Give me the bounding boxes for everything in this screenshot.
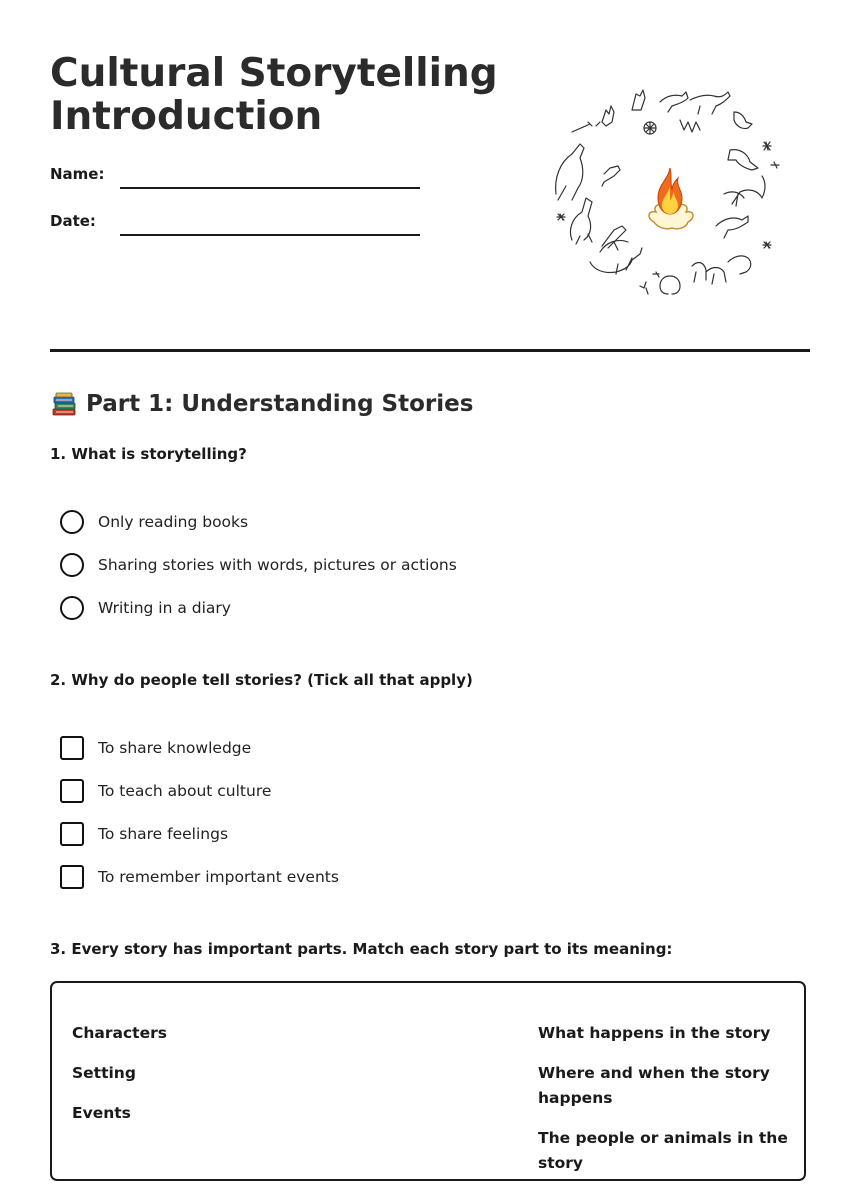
- option-label: Writing in a diary: [98, 599, 231, 617]
- story-part-events[interactable]: Events: [72, 1104, 131, 1122]
- part1-heading: [50, 388, 473, 420]
- option-label: To share feelings: [98, 825, 229, 843]
- meaning-events[interactable]: What happens in the story: [538, 1024, 771, 1042]
- date-field[interactable]: [120, 234, 420, 236]
- date-label: Date:: [50, 212, 96, 230]
- checkbox[interactable]: [60, 822, 84, 846]
- option-label: To remember important events: [98, 868, 339, 886]
- worksheet-title: [50, 52, 520, 138]
- q1-option-3[interactable]: [60, 595, 231, 621]
- radio-button[interactable]: [60, 510, 84, 534]
- question-2: 2. Why do people tell stories? (Tick all that apply): [50, 671, 473, 689]
- question-1: 1. What is storytelling?: [50, 445, 247, 463]
- meaning-setting[interactable]: Where and when the story happens: [538, 1064, 770, 1107]
- q2-option-3[interactable]: [60, 821, 228, 847]
- title-line-2: Introduction: [50, 94, 323, 139]
- checkbox[interactable]: [60, 736, 84, 760]
- name-field[interactable]: [120, 187, 420, 189]
- radio-button[interactable]: [60, 553, 84, 577]
- q2-option-1[interactable]: [60, 735, 251, 761]
- name-label: Name:: [50, 165, 105, 183]
- q2-option-2[interactable]: [60, 778, 271, 804]
- title-line-1: Cultural Storytelling: [50, 51, 498, 96]
- part1-title: Part 1: Understanding Stories: [86, 391, 474, 417]
- checkbox[interactable]: [60, 779, 84, 803]
- story-part-characters[interactable]: Characters: [72, 1024, 167, 1042]
- campfire-with-animals-icon: [550, 76, 790, 308]
- option-label: Sharing stories with words, pictures or actions: [98, 556, 457, 574]
- story-parts-column: [72, 1021, 372, 1141]
- q1-option-2[interactable]: [60, 552, 457, 578]
- checkbox[interactable]: [60, 865, 84, 889]
- option-label: To share knowledge: [98, 739, 252, 757]
- matching-box: [50, 981, 806, 1181]
- section-divider: [50, 349, 810, 352]
- books-icon: [50, 390, 78, 418]
- q1-option-1[interactable]: [60, 509, 248, 535]
- q2-option-4[interactable]: [60, 864, 339, 890]
- option-label: To teach about culture: [98, 782, 272, 800]
- meanings-column: [538, 1021, 788, 1191]
- option-label: Only reading books: [98, 513, 249, 531]
- question-3: 3. Every story has important parts. Match each story part to its meaning:: [50, 940, 673, 958]
- story-part-setting[interactable]: Setting: [72, 1064, 136, 1082]
- worksheet-page: [50, 0, 810, 1172]
- radio-button[interactable]: [60, 596, 84, 620]
- meaning-characters[interactable]: The people or animals in the story: [538, 1129, 788, 1172]
